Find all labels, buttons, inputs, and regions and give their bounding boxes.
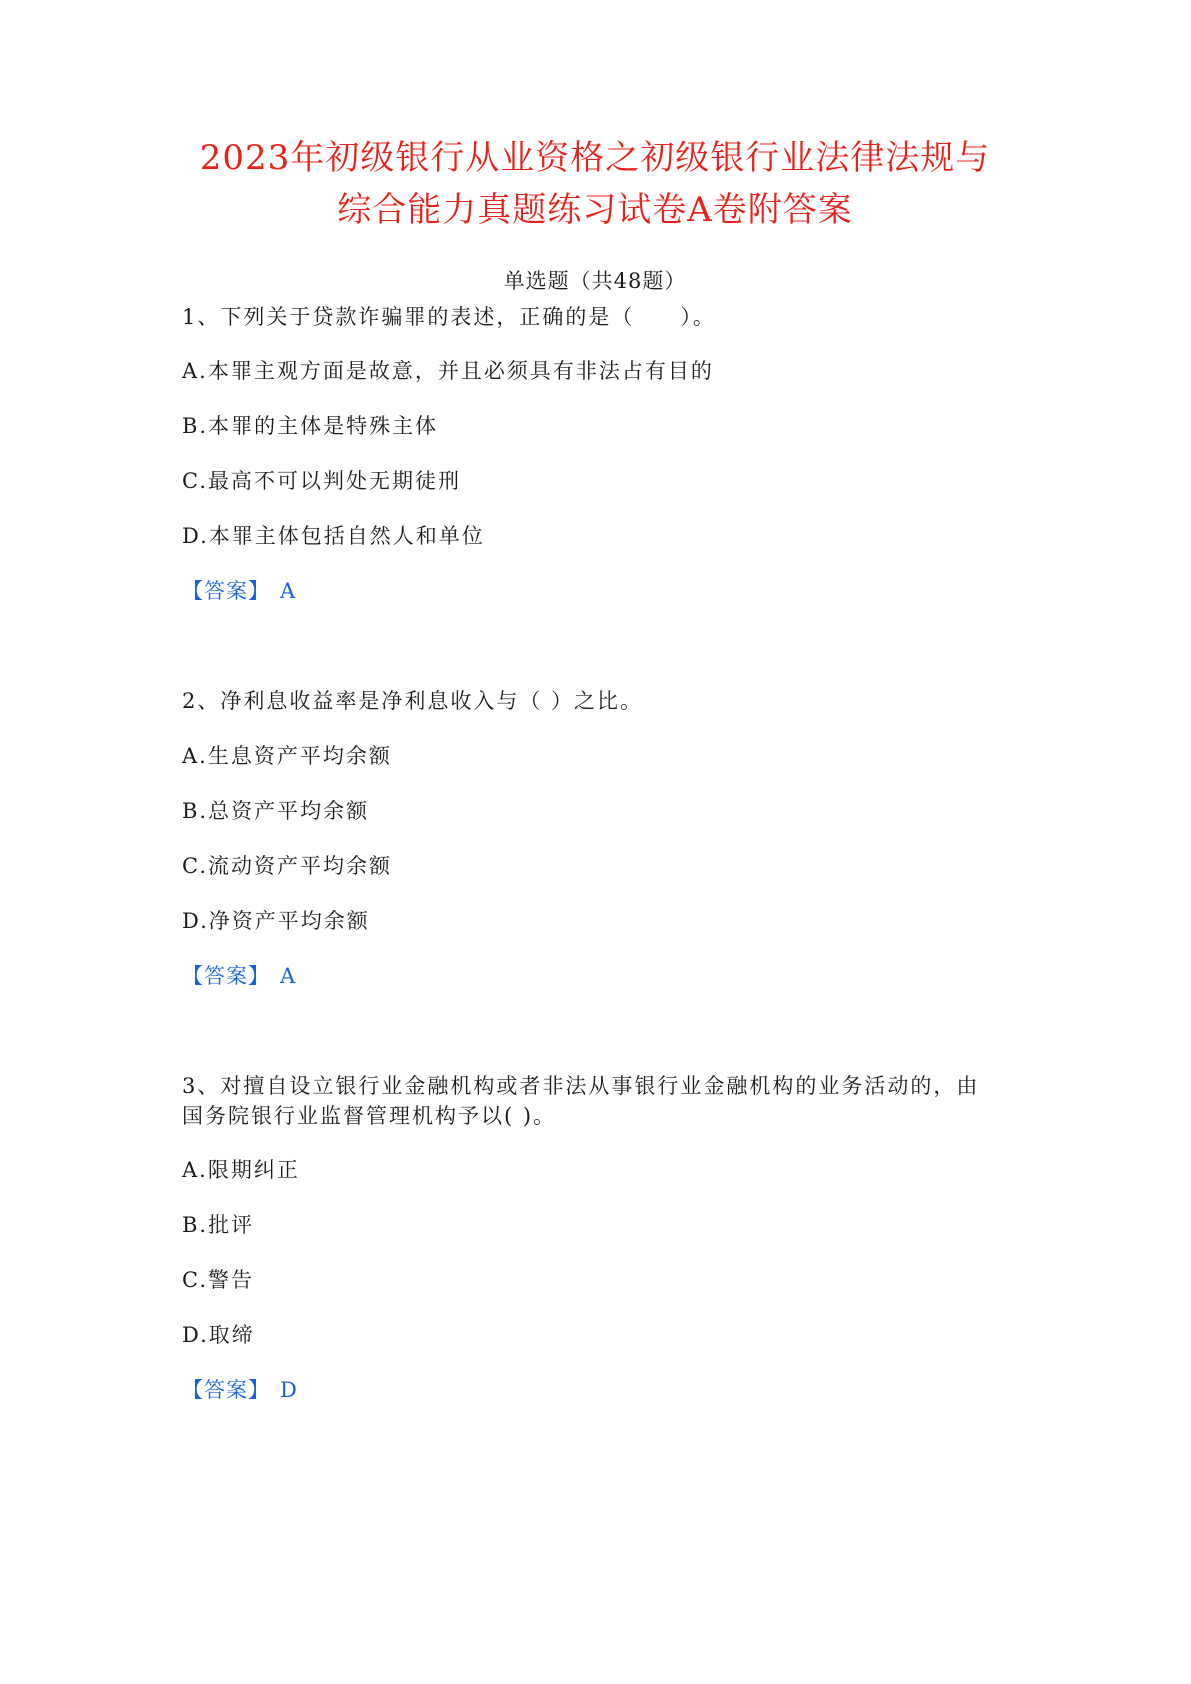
answer-label: 【答案】	[182, 579, 270, 603]
answer-value: D	[280, 1378, 298, 1402]
question-2-option-b: B.总资产平均余额	[182, 799, 370, 823]
question-2-option-d: D.净资产平均余额	[182, 909, 370, 933]
document-title-line-2: 综合能力真题练习试卷A卷附答案	[337, 190, 853, 230]
question-1-option-a: A.本罪主观方面是故意，并且必须具有非法占有目的	[182, 359, 714, 383]
question-1-answer	[182, 576, 296, 606]
question-1-option-c: C.最高不可以判处无期徒刑	[182, 469, 461, 493]
question-3-option-a: A.限期纠正	[182, 1158, 300, 1182]
answer-value: A	[280, 579, 297, 603]
section-heading: 单选题（共48题）	[503, 269, 687, 293]
question-3-answer	[182, 1375, 298, 1405]
question-3-stem-line-1: 3、对擅自设立银行业金融机构或者非法从事银行业金融机构的业务活动的，由	[182, 1074, 980, 1098]
answer-label: 【答案】	[182, 1378, 270, 1402]
question-3-option-d: D.取缔	[182, 1323, 255, 1347]
question-1-option-b: B.本罪的主体是特殊主体	[182, 414, 439, 438]
answer-label: 【答案】	[182, 964, 270, 988]
question-2-option-c: C.流动资产平均余额	[182, 854, 392, 878]
document-title-line-1: 2023年初级银行从业资格之初级银行业法律法规与	[199, 138, 991, 178]
question-2-option-a: A.生息资产平均余额	[182, 744, 392, 768]
question-1-option-d: D.本罪主体包括自然人和单位	[182, 524, 485, 548]
question-2-answer	[182, 961, 296, 991]
question-3-option-b: B.批评	[182, 1213, 255, 1237]
answer-value: A	[280, 964, 297, 988]
question-3-option-c: C.警告	[182, 1268, 254, 1292]
question-3-stem-line-2: 国务院银行业监督管理机构予以( )。	[182, 1104, 557, 1128]
question-2-stem: 2、净利息收益率是净利息收入与（ ）之比。	[182, 689, 644, 713]
question-1-stem: 1、下列关于贷款诈骗罪的表述，正确的是（ ）。	[182, 305, 716, 329]
